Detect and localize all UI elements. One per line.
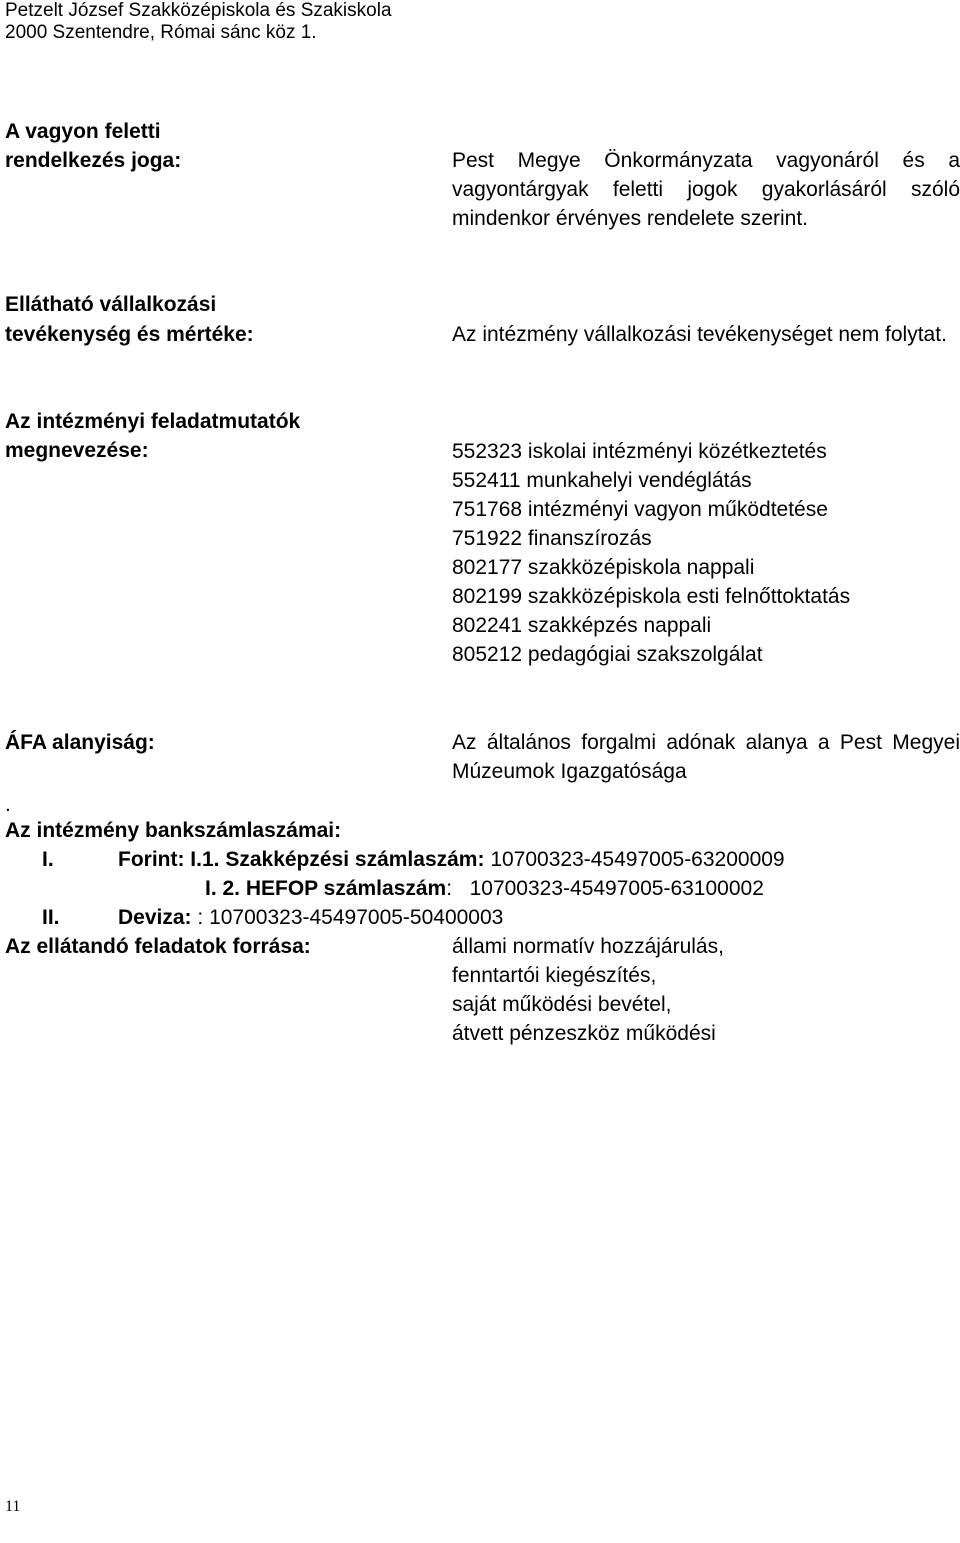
activity-code-item: 802199 szakközépiskola esti felnőttoktatás — [452, 585, 851, 608]
business-activity-label-2: tevékenység és mértéke: — [5, 323, 254, 346]
stray-dot: . — [5, 793, 11, 816]
vat-text: Az általános forgalmi adónak alanya a Pest Megyei Múzeumok Igazgatósága — [452, 731, 960, 783]
property-rights-label-1: A vagyon feletti — [5, 120, 161, 143]
bank-row2-prefix: I. 2. HEFOP számlaszám — [205, 877, 447, 900]
funding-item: állami normatív hozzájárulás, — [452, 935, 724, 958]
business-activity-label-1: Ellátható vállalkozási — [5, 293, 217, 316]
bank-row1-account: 10700323-45497005-63200009 — [490, 848, 785, 871]
activity-code-item: 805212 pedagógiai szakszolgálat — [452, 643, 763, 666]
activity-code-item: 802241 szakképzés nappali — [452, 614, 712, 637]
school-name: Petzelt József Szakközépiskola és Szakiskola — [5, 0, 392, 21]
bank-accounts-label: Az intézmény bankszámlaszámai: — [5, 819, 342, 842]
bank-row1-number — [42, 845, 54, 874]
funding-item: fenntartói kiegészítés, — [452, 964, 657, 987]
funding-label: Az ellátandó feladatok forrása: — [5, 935, 311, 958]
activity-codes-label-2: megnevezése: — [5, 439, 149, 462]
funding-item: saját működési bevétel, — [452, 993, 672, 1016]
funding-item: átvett pénzeszköz működési — [452, 1022, 716, 1045]
bank-row3-colon: : — [197, 906, 204, 929]
funding-list — [452, 932, 724, 1048]
bank-row1-prefix: Forint: I.1. Szakképzési számlaszám: — [118, 848, 485, 871]
bank-row3-account: 10700323-45497005-50400003 — [209, 906, 504, 929]
bank-row2 — [205, 874, 764, 903]
property-rights-label-2: rendelkezés joga: — [5, 149, 182, 172]
activity-code-item: 751768 intézményi vagyon működtetése — [452, 498, 828, 521]
bank-row3-prefix: Deviza: — [118, 906, 192, 929]
bank-row1-num: I. — [42, 848, 54, 871]
activity-code-item: 802177 szakközépiskola nappali — [452, 556, 755, 579]
activity-codes-label-1: Az intézményi feladatmutatók — [5, 410, 301, 433]
page-number: 11 — [5, 1498, 21, 1515]
bank-row3-number — [42, 903, 60, 932]
school-address: 2000 Szentendre, Római sánc köz 1. — [5, 22, 317, 43]
activity-code-item: 552411 munkahelyi vendéglátás — [452, 469, 752, 492]
business-activity-text: Az intézmény vállalkozási tevékenységet nem folytat. — [452, 323, 947, 346]
bank-row2-account: 10700323-45497005-63100002 — [469, 877, 764, 900]
activity-code-item: 751922 finanszírozás — [452, 527, 652, 550]
bank-row3 — [118, 903, 503, 932]
bank-row3-num: II. — [42, 906, 60, 929]
bank-row1 — [118, 845, 785, 874]
activity-code-item: 552323 iskolai intézményi közétkeztetés — [452, 440, 827, 463]
vat-label: ÁFA alanyiság: — [5, 731, 155, 754]
activity-codes-list — [452, 437, 952, 669]
bank-row2-colon: : — [446, 877, 453, 900]
property-rights-text: Pest Megye Önkormányzata vagyonáról és a vagyontárgyak feletti jogok gyakorlásáról szóló mindenkor érvényes rendelete szerint. — [452, 149, 960, 230]
